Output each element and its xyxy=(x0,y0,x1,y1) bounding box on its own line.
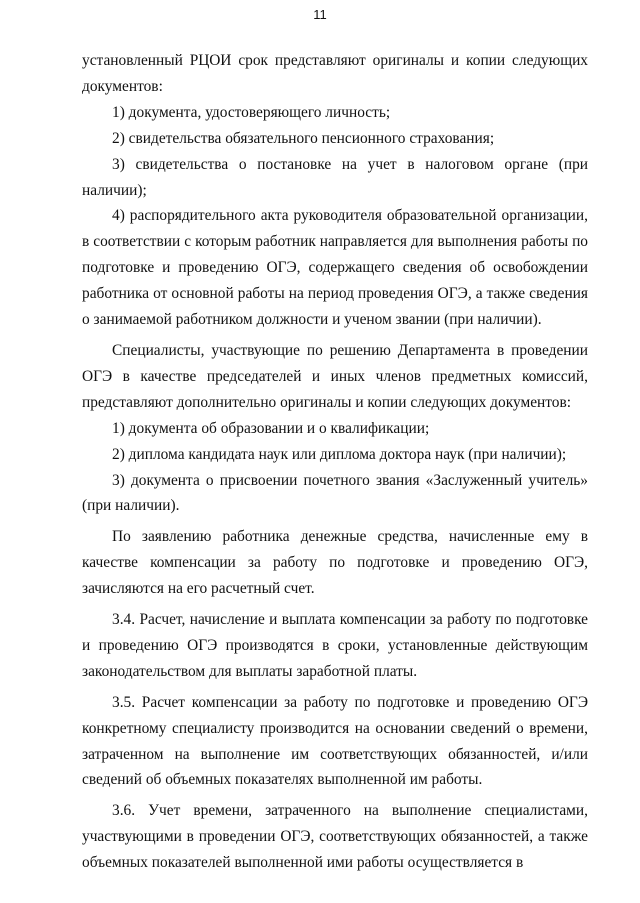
list-item-education-document: 1) документа об образовании и о квалификации; xyxy=(112,419,430,437)
page-number: 11 xyxy=(313,7,327,22)
section-3-5: 3.5. Расчет компенсации за работу по подготовке и проведению ОГЭ конкретному специалисту производится на основании сведений о времени, затраченном на выполнение им соответствующих обязанностей, и/или сведений об объемных показателях выполненной им работы. xyxy=(82,693,588,789)
document-body xyxy=(82,48,588,876)
paragraph-specialists: Специалисты, участвующие по решению Департамента в проведении ОГЭ в качестве председателей и иных членов предметных комиссий, представляют дополнительно оригиналы и копии следующих документов: xyxy=(82,341,588,411)
section-3-6: 3.6. Учет времени, затраченного на выполнение специалистами, участвующими в проведении ОГЭ, соответствующих обязанностей, а также объемных показателей выполненной ими работы осуществляется в xyxy=(82,802,588,872)
list-item-pension-certificate: 2) свидетельства обязательного пенсионного страхования; xyxy=(112,129,495,147)
section-3-4: 3.4. Расчет, начисление и выплата компенсации за работу по подготовке и проведению ОГЭ производятся в сроки, установленные действующим законодательством для выплаты заработной платы. xyxy=(82,611,588,680)
paragraph-continuation: установленный РЦОИ срок представляют оригиналы и копии следующих документов: xyxy=(82,52,588,95)
list-item-diploma: 2) диплома кандидата наук или диплома доктора наук (при наличии); xyxy=(112,445,567,463)
list-item-tax-certificate: 3) свидетельства о постановке на учет в налоговом органе (при наличии); xyxy=(82,155,588,199)
list-item-administrative-act: 4) распорядительного акта руководителя образовательной организации, в соответствии с которым работник направляется для выполнения работы по подготовке и проведению ОГЭ, содержащего сведения об освобождении работника от основной работы на период проведения ОГЭ, а также сведения о занимаемой работником должности и ученом звании (при наличии). xyxy=(82,207,588,329)
list-item-honorary-title: 3) документа о присвоении почетного звания «Заслуженный учитель» (при наличии). xyxy=(82,471,588,515)
paragraph-funds-transfer: По заявлению работника денежные средства, начисленные ему в качестве компенсации за работу по подготовке и проведению ОГЭ, зачисляются на его расчетный счет. xyxy=(82,528,588,598)
list-item-identity-document: 1) документа, удостоверяющего личность; xyxy=(112,103,391,121)
